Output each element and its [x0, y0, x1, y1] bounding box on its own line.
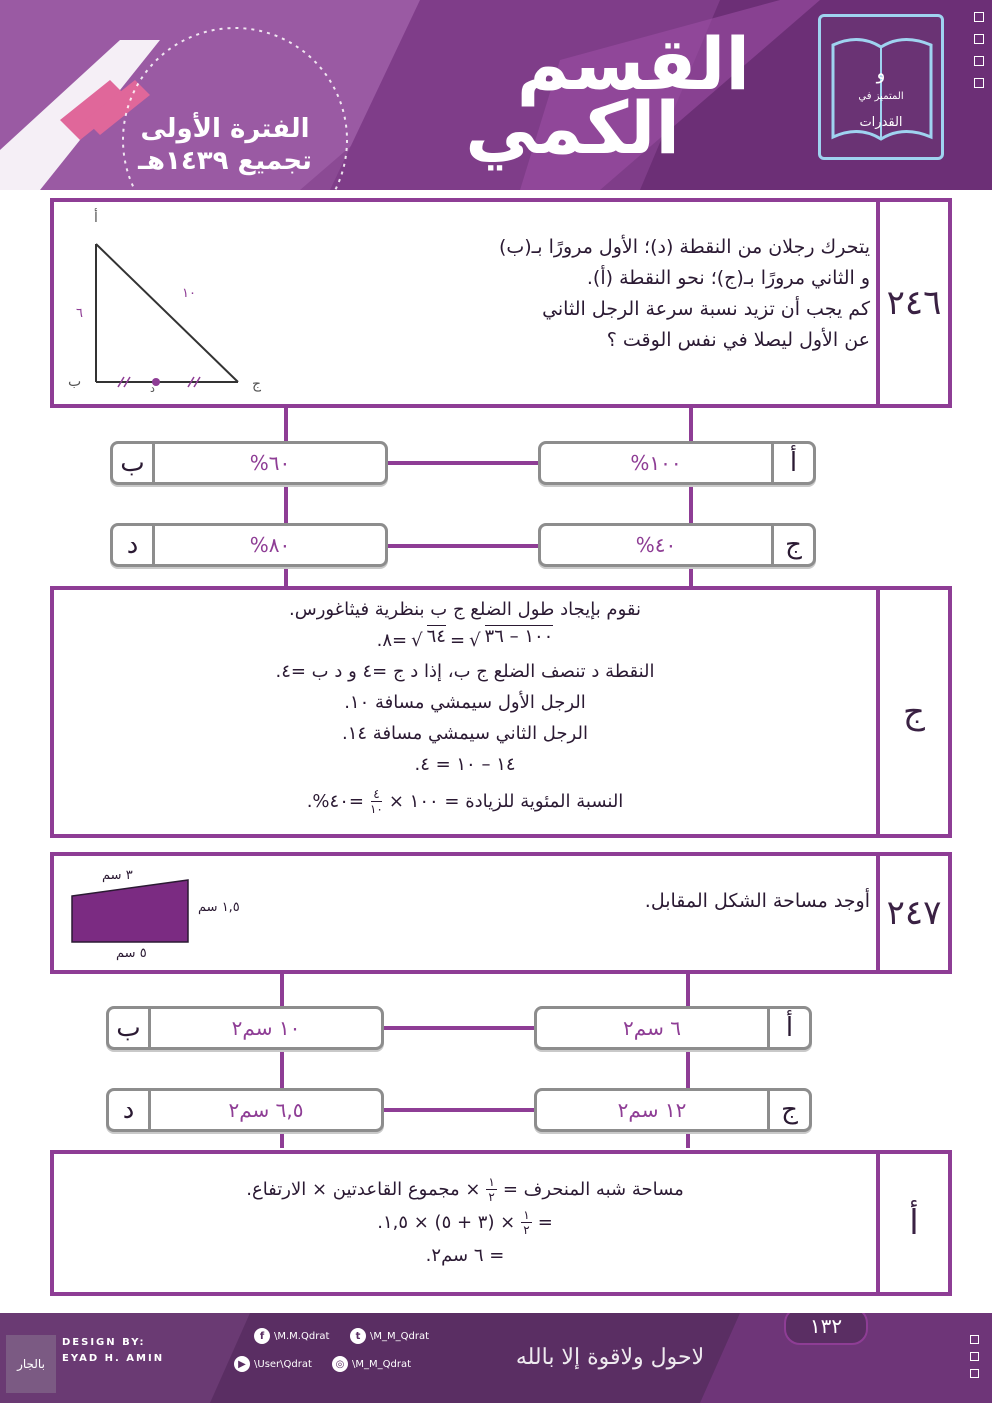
period-line-1: الفترة الأولى [140, 114, 310, 144]
question-246-text [350, 232, 870, 356]
fraction-numerator: ١ [488, 1175, 495, 1189]
question-246-content [54, 202, 876, 404]
solution-246-line-2: النقطة د تنصف الضلع ج ب، إذا د ج =٤ و د ب =٤. [275, 661, 655, 682]
trapezoid-side-label: ١,٥ سم [198, 900, 240, 915]
option-a-247[interactable] [534, 1006, 812, 1050]
trapezoid-bottom-label: ٥ سم [116, 946, 147, 961]
page-footer [0, 1313, 992, 1403]
logo-word-2: المتميز في [858, 91, 904, 102]
question-247-content [54, 856, 876, 970]
equals-sign: = [449, 630, 466, 651]
option-b-letter: ب [109, 1009, 151, 1047]
connector [284, 564, 288, 588]
book-icon [829, 25, 935, 149]
fraction-denominator: ٢ [523, 1223, 530, 1237]
connector [382, 1108, 534, 1112]
line1-pre: مساحة شبه المنحرف = [502, 1179, 684, 1200]
question-246-line-2: و الثاني مرورًا بـ(ج)؛ نحو النقطة (أ). [586, 267, 870, 289]
signature-logo: بالجار [6, 1335, 56, 1393]
fraction [521, 1208, 531, 1237]
vertex-j-label: ج [252, 376, 262, 392]
line2-pre: = [537, 1212, 553, 1233]
designer-name: EYAD H. AMIN [62, 1353, 165, 1364]
fraction-numerator: ١ [523, 1208, 530, 1222]
question-246-number: ٢٤٦ [876, 202, 948, 404]
sqrt-symbol: √ [469, 630, 481, 651]
solution-246-line-3: الرجل الأول سيمشي مسافة ١٠. [344, 692, 586, 713]
answer-246: ج [876, 590, 948, 834]
option-b-246[interactable] [110, 441, 388, 485]
fraction-numerator: ٤ [373, 787, 380, 801]
page-header [0, 0, 992, 190]
header-decor-squares [974, 12, 986, 92]
vertex-b-label: ب [68, 374, 82, 390]
solution-247-line-2 [54, 1207, 876, 1238]
triangle-figure [76, 210, 286, 400]
question-246-line-4: عن الأول ليصلا في نفس الوقت ؟ [606, 329, 870, 351]
option-d-247[interactable] [106, 1088, 384, 1132]
option-j-value: ١٢ سم٢ [617, 1098, 687, 1122]
facebook-icon: f [254, 1328, 270, 1344]
option-a-letter: أ [771, 444, 813, 482]
page-number: ١٣٢ [784, 1313, 868, 1345]
option-d-letter: د [109, 1091, 151, 1129]
question-247-number: ٢٤٧ [876, 856, 948, 970]
solution-247-line-1 [54, 1174, 876, 1205]
option-d-value: ٦,٥ سم٢ [228, 1098, 304, 1122]
option-d-value: ٨٠% [249, 533, 291, 557]
title-line-1: القسم [516, 22, 750, 106]
logo-word-1: القدرات [859, 115, 903, 130]
connector [382, 1026, 534, 1030]
option-a-value: ٦ سم٢ [623, 1016, 681, 1040]
calligraphy-text: لاحول ولاقوة إلا بالله [515, 1345, 705, 1370]
connector [386, 461, 538, 465]
twitter-handle: \M_M_Qdrat [370, 1330, 430, 1342]
sqrt-result: =٨. [376, 630, 408, 651]
option-b-letter: ب [113, 444, 155, 482]
option-b-247[interactable] [106, 1006, 384, 1050]
twitter-link[interactable] [350, 1328, 429, 1344]
line2-post: × (٣ + ٥) × ١,٥. [377, 1212, 516, 1233]
sqrt-inner-2: ٦٤ [427, 625, 446, 656]
question-246-box [50, 198, 952, 408]
youtube-handle: \User\Qdrat [254, 1358, 312, 1370]
line1-post: × مجموع القاعدتين × الارتفاع. [246, 1179, 481, 1200]
point-d-label: د [150, 382, 155, 395]
fraction-denominator: ١٠ [369, 802, 383, 816]
question-246-line-3: كم يجب أن تزيد نسبة سرعة الرجل الثاني [542, 298, 870, 320]
instagram-link[interactable] [332, 1356, 411, 1372]
option-a-letter: أ [767, 1009, 809, 1047]
solution-246-box [50, 586, 952, 838]
option-a-value: ١٠٠% [630, 451, 682, 475]
youtube-icon: ▶ [234, 1356, 250, 1372]
answer-247: أ [876, 1154, 948, 1292]
period-line-2: تجميع ١٤٣٩هـ [138, 146, 312, 176]
option-a-246[interactable] [538, 441, 816, 485]
question-247-box [50, 852, 952, 974]
solution-246-line-5: ١٤ – ١٠ = ٤. [414, 754, 516, 775]
solution-247-line-3: = ٦ سم٢. [425, 1245, 505, 1266]
percent-line [54, 786, 876, 817]
connector [689, 564, 693, 588]
option-j-value: ٤٠% [635, 533, 677, 557]
connector [386, 544, 538, 548]
solution-247-content [54, 1154, 876, 1292]
trapezoid-top-label: ٣ سم [102, 868, 133, 883]
option-d-246[interactable] [110, 523, 388, 567]
youtube-link[interactable] [234, 1356, 312, 1372]
sqrt-symbol: √ [411, 630, 423, 651]
fraction-denominator: ٢ [488, 1190, 495, 1204]
solution-246-line-4: الرجل الثاني سيمشي مسافة ١٤. [342, 723, 588, 744]
vertex-a-label: أ [94, 210, 98, 226]
fraction [370, 787, 383, 816]
sqrt-inner-1: ١٠٠ – ٣٦ [485, 625, 554, 656]
logo-word-3: و [876, 63, 886, 84]
percent-result: =٤٠%. [306, 791, 364, 812]
solution-246-content [54, 590, 876, 834]
instagram-icon: ◎ [332, 1356, 348, 1372]
option-d-letter: د [113, 526, 155, 564]
option-j-246[interactable] [538, 523, 816, 567]
facebook-handle: \M.M.Qdrat [274, 1330, 330, 1342]
option-b-value: ١٠ سم٢ [231, 1016, 301, 1040]
solution-247-lines [54, 1174, 876, 1271]
design-by-label: DESIGN BY: [62, 1337, 146, 1348]
facebook-link[interactable] [254, 1328, 329, 1344]
question-247-text: أوجد مساحة الشكل المقابل. [644, 890, 870, 912]
question-246-line-1: يتحرك رجلان من النقطة (د)؛ الأول مرورًا بـ(ب) [498, 236, 870, 258]
logo-badge [818, 14, 944, 160]
option-j-letter: ج [771, 526, 813, 564]
percent-text: النسبة المئوية للزيادة = ١٠٠ × [388, 791, 624, 812]
side-aj-label: ١٠ [182, 286, 196, 301]
footer-decor-squares [970, 1335, 980, 1378]
side-ab-label: ٦ [76, 306, 83, 321]
solution-246-lines [54, 594, 876, 817]
instagram-handle: \M_M_Qdrat [352, 1358, 412, 1370]
option-b-value: ٦٠% [249, 451, 291, 475]
solution-246-line-1: نقوم بإيجاد طول الضلع ج ب بنظرية فيثاغورس. [289, 599, 641, 620]
option-j-letter: ج [767, 1091, 809, 1129]
option-j-247[interactable] [534, 1088, 812, 1132]
twitter-icon: t [350, 1328, 366, 1344]
trapezoid-figure [68, 876, 192, 946]
sqrt-line [54, 625, 876, 656]
fraction [486, 1175, 496, 1204]
title-line-2: الكمي [465, 86, 680, 170]
solution-247-box [50, 1150, 952, 1296]
